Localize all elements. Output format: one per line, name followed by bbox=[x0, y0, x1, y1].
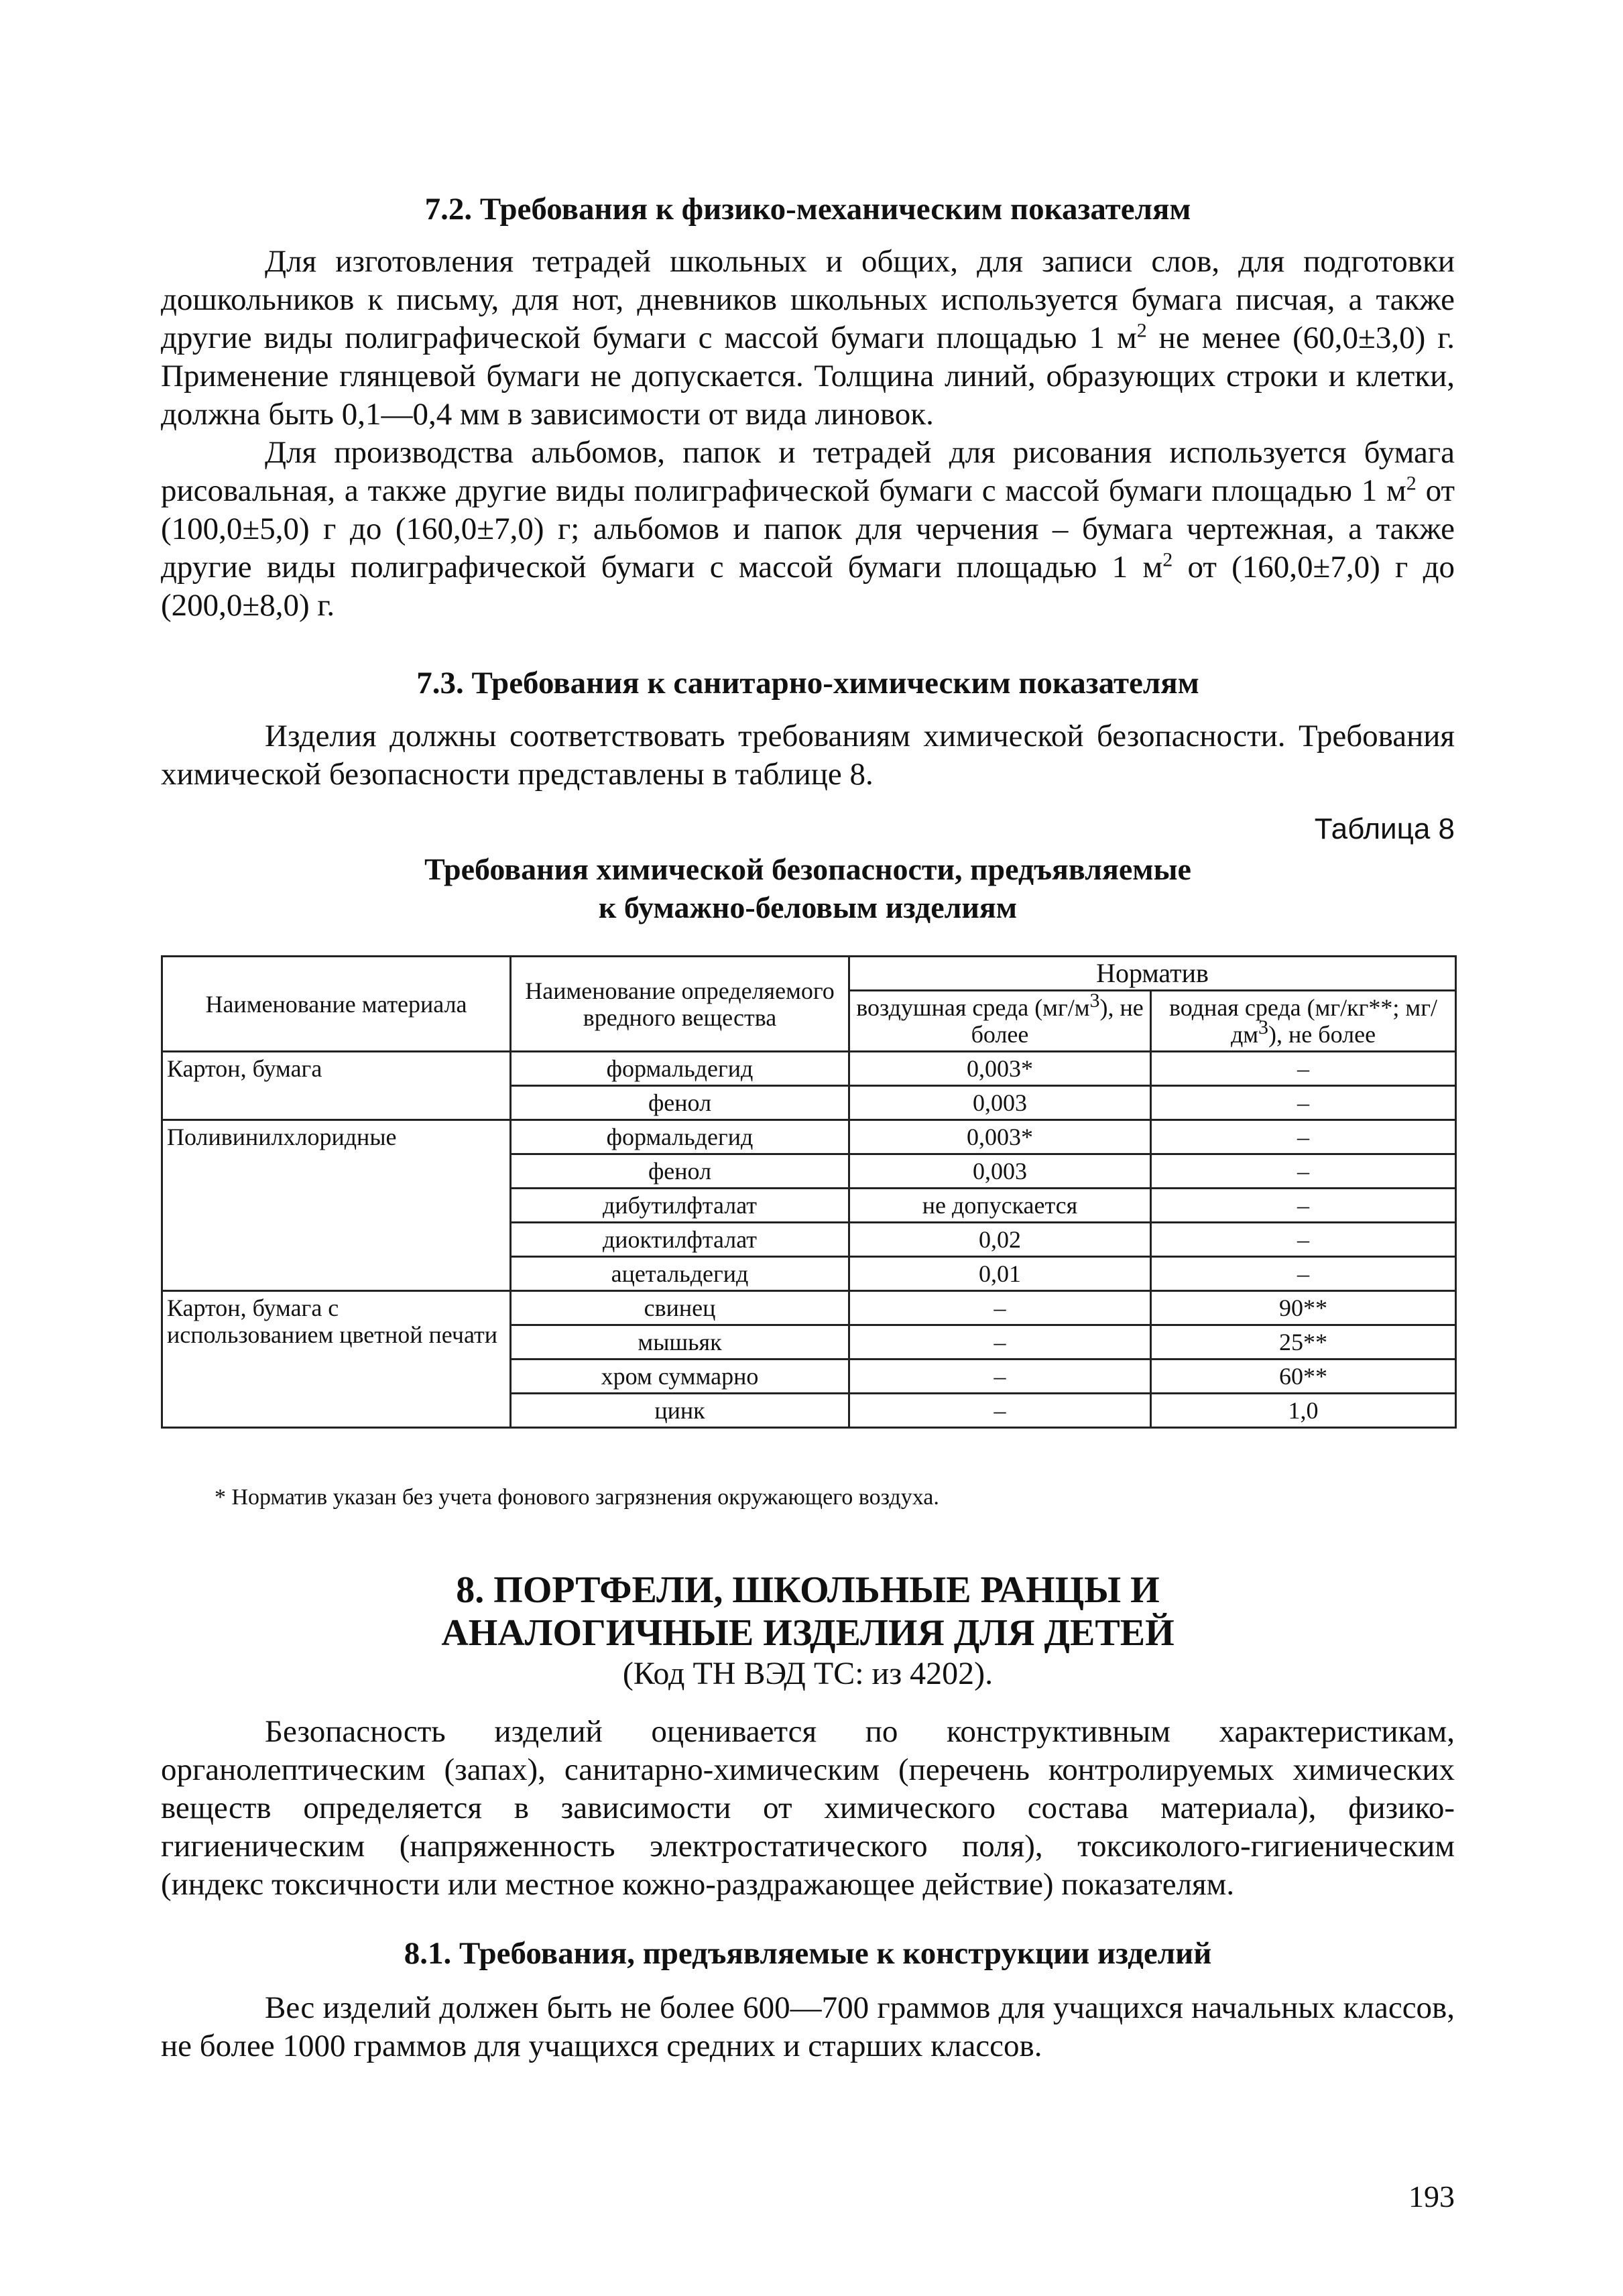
table-footnote: * Норматив указан без учета фонового загрязнения окружающего воздуха. bbox=[215, 1485, 939, 1510]
cell-water: 60** bbox=[1151, 1360, 1456, 1394]
section-7-2-body bbox=[161, 243, 1455, 625]
table-label: Таблица 8 bbox=[1314, 812, 1455, 845]
superscript: 2 bbox=[1136, 319, 1147, 342]
section-8-title-line: АНАЛОГИЧНЫЕ ИЗДЕЛИЯ ДЛЯ ДЕТЕЙ bbox=[441, 1612, 1175, 1654]
table-title-line: Требования химической безопасности, предъявляемые bbox=[424, 852, 1191, 886]
section-8-1-title: 8.1. Требования, предъявляемые к конструкции изделий bbox=[404, 1936, 1212, 1971]
cell-material: Картон, бумага с использованием цветной печати bbox=[162, 1291, 511, 1428]
cell-air: 0,01 bbox=[849, 1257, 1151, 1291]
hs-code: (Код ТН ВЭД ТС: из 4202). bbox=[622, 1656, 994, 1691]
paragraph-text: Для изготовления тетрадей школьных и общих, для записи слов, для подготовки дошкольников к письму, для нот, дневников школьных используется бумага писчая, а также другие виды полиграфической бумаги с массой бумаги площадью 1 м bbox=[161, 244, 1455, 355]
paragraph-text: от (160,0±7,0) г до (200,0±8,0) г. bbox=[161, 550, 1455, 623]
paragraph-text: не менее (60,0±3,0) г. Применение глянцевой бумаги не допускается. Толщина линий, образующих строки и клетки, должна быть 0,1—0,4 мм в зависимости от вида линовок. bbox=[161, 320, 1455, 432]
table-row bbox=[162, 1291, 1456, 1325]
header-text: ), не более bbox=[1268, 1021, 1376, 1048]
table-title bbox=[161, 850, 1455, 926]
paragraph-drawing-paper bbox=[161, 434, 1455, 625]
cell-air: 0,003 bbox=[849, 1154, 1151, 1189]
section-8-heading bbox=[161, 1569, 1455, 1693]
header-air bbox=[849, 991, 1151, 1052]
header-substance: Наименование определяемого вредного вещества bbox=[511, 957, 849, 1052]
cell-material: Поливинилхлоридные bbox=[162, 1120, 511, 1291]
header-material: Наименование материала bbox=[162, 957, 511, 1052]
paragraph-text: Для производства альбомов, папок и тетрадей для рисования используется бумага рисовальная, а также другие виды полиграфической бумаги с массой бумаги площадью 1 м bbox=[161, 435, 1455, 508]
paragraph-bag-safety: Безопасность изделий оценивается по конструктивным характеристикам, органолептическим (запах), санитарно-химическим (перечень контролируемых химических веществ определяется в зависимости от химического состава материала), физико-гигиеническим (напряженность электростатического поля), токсиколого-гигиеническим (индекс токсичности или местное кожно-раздражающее действие) показателям. bbox=[161, 1714, 1455, 1902]
cell-water: – bbox=[1151, 1223, 1456, 1257]
table-header-row bbox=[162, 957, 1456, 991]
table-title-line: к бумажно-беловым изделиям bbox=[598, 890, 1018, 924]
cell-substance: дибутилфталат bbox=[511, 1189, 849, 1223]
cell-substance: цинк bbox=[511, 1394, 849, 1428]
cell-substance: ацетальдегид bbox=[511, 1257, 849, 1291]
cell-air: 0,003 bbox=[849, 1086, 1151, 1120]
superscript: 3 bbox=[1258, 1016, 1269, 1038]
table-row bbox=[162, 1052, 1456, 1086]
header-water bbox=[1151, 991, 1456, 1052]
cell-substance: мышьяк bbox=[511, 1325, 849, 1360]
cell-water: 1,0 bbox=[1151, 1394, 1456, 1428]
cell-substance: фенол bbox=[511, 1086, 849, 1120]
paragraph-writing-paper bbox=[161, 243, 1455, 434]
section-7-3-title: 7.3. Требования к санитарно-химическим показателям bbox=[416, 666, 1199, 701]
cell-air: – bbox=[849, 1291, 1151, 1325]
header-text: водная среда (мг/кг**; мг/дм bbox=[1169, 994, 1437, 1048]
superscript: 2 bbox=[1162, 548, 1173, 571]
section-7-2-title: 7.2. Требования к физико-механическим показателям bbox=[424, 192, 1191, 227]
cell-material: Картон, бумага bbox=[162, 1052, 511, 1120]
cell-substance: формальдегид bbox=[511, 1120, 849, 1154]
cell-substance: диоктилфталат bbox=[511, 1223, 849, 1257]
superscript: 3 bbox=[1089, 989, 1100, 1012]
cell-water: 25** bbox=[1151, 1325, 1456, 1360]
cell-air: 0,003* bbox=[849, 1052, 1151, 1086]
cell-water: – bbox=[1151, 1052, 1456, 1086]
cell-substance: формальдегид bbox=[511, 1052, 849, 1086]
cell-water: 90** bbox=[1151, 1291, 1456, 1325]
paragraph-weight: Вес изделий должен быть не более 600—700 граммов для учащихся начальных классов, не более 1000 граммов для учащихся средних и старших классов. bbox=[161, 1990, 1455, 2063]
paragraph-text: от (100,0±5,0) г до (160,0±7,0) г; альбомов и папок для черчения – бумага чертежная, а также другие виды полиграфической бумаги с массой бумаги площадью 1 м bbox=[161, 473, 1455, 585]
cell-air: – bbox=[849, 1394, 1151, 1428]
cell-water: – bbox=[1151, 1086, 1456, 1120]
header-norm: Норматив bbox=[849, 957, 1456, 991]
cell-air: 0,003* bbox=[849, 1120, 1151, 1154]
cell-water: – bbox=[1151, 1154, 1456, 1189]
cell-water: – bbox=[1151, 1189, 1456, 1223]
header-text: ), не более bbox=[971, 994, 1144, 1048]
cell-air: не допускается bbox=[849, 1189, 1151, 1223]
cell-air: – bbox=[849, 1325, 1151, 1360]
cell-substance: фенол bbox=[511, 1154, 849, 1189]
section-8-title-line: 8. ПОРТФЕЛИ, ШКОЛЬНЫЕ РАНЦЫ И bbox=[456, 1569, 1160, 1611]
chemical-safety-table bbox=[161, 955, 1457, 1429]
header-text: воздушная среда (мг/м bbox=[856, 994, 1090, 1021]
cell-water: – bbox=[1151, 1257, 1456, 1291]
paragraph-chemical-safety: Изделия должны соответствовать требованиям химической безопасности. Требования химической безопасности представлены в таблице 8. bbox=[161, 719, 1455, 792]
cell-substance: свинец bbox=[511, 1291, 849, 1325]
cell-air: 0,02 bbox=[849, 1223, 1151, 1257]
superscript: 2 bbox=[1406, 472, 1417, 495]
page-number: 193 bbox=[1408, 2179, 1455, 2214]
cell-air: – bbox=[849, 1360, 1151, 1394]
cell-substance: хром суммарно bbox=[511, 1360, 849, 1394]
table-row bbox=[162, 1120, 1456, 1154]
cell-water: – bbox=[1151, 1120, 1456, 1154]
